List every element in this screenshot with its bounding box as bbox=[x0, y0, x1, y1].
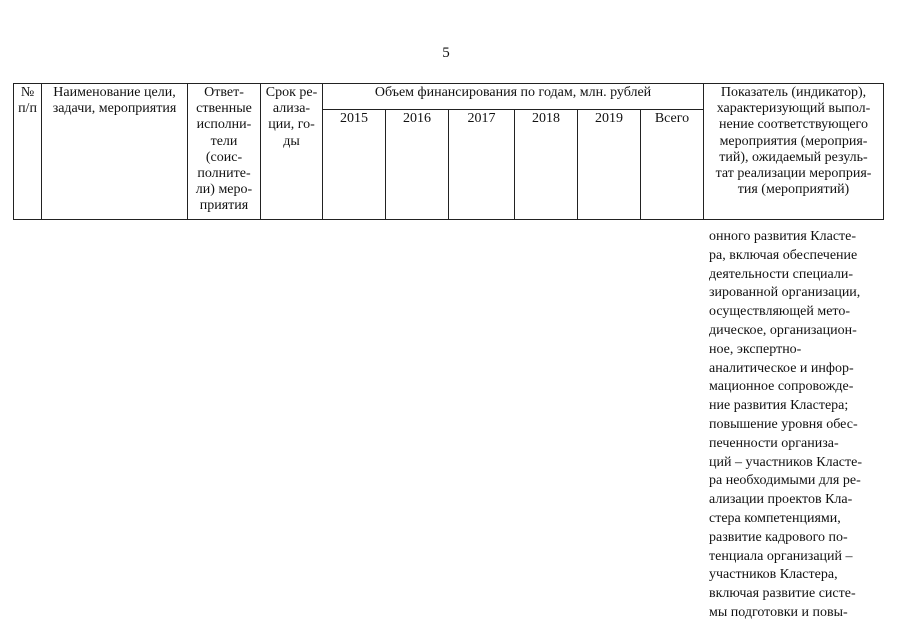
header-term: Срок ре- ализа- ции, го- ды bbox=[261, 84, 323, 220]
header-year-2016: 2016 bbox=[386, 110, 449, 220]
financing-table bbox=[13, 83, 884, 220]
header-financing: Объем финансирования по годам, млн. рублей bbox=[323, 84, 704, 110]
page-number: 5 bbox=[442, 45, 450, 61]
header-name: Наименование цели, задачи, мероприятия bbox=[42, 84, 188, 220]
header-year-2015: 2015 bbox=[323, 110, 386, 220]
header-year-2017: 2017 bbox=[449, 110, 515, 220]
indicator-continuation-text: онного развития Класте- ра, включая обеспечение деятельности специали- зированной организации, осуществляющей мето- дическое, организацион- ное, экспертно- аналитическое и инфор- мационное сопровожде- ние развития Кластера; повышение уровня обес- печенности организа- ций – участников Класте- ра необходимыми для ре- ализации проектов Кла- стера компетенциями, развитие кадрового по- тенциала организаций – участников Кластера, включая развитие систе- мы подготовки и повы- bbox=[709, 229, 862, 620]
header-total: Всего bbox=[641, 110, 704, 220]
header-number: № п/п bbox=[14, 84, 42, 220]
header-year-2018: 2018 bbox=[515, 110, 578, 220]
header-year-2019: 2019 bbox=[578, 110, 641, 220]
header-responsible: Ответ- ственные исполни- тели (соис- полните- ли) меро- приятия bbox=[188, 84, 261, 220]
header-indicator: Показатель (индикатор), характеризующий выпол- нение соответствующего мероприятия (мероприя- тий), ожидаемый резуль- тат реализации мероприя- тия (мероприятий) bbox=[704, 84, 884, 220]
table-header-row bbox=[14, 84, 884, 110]
